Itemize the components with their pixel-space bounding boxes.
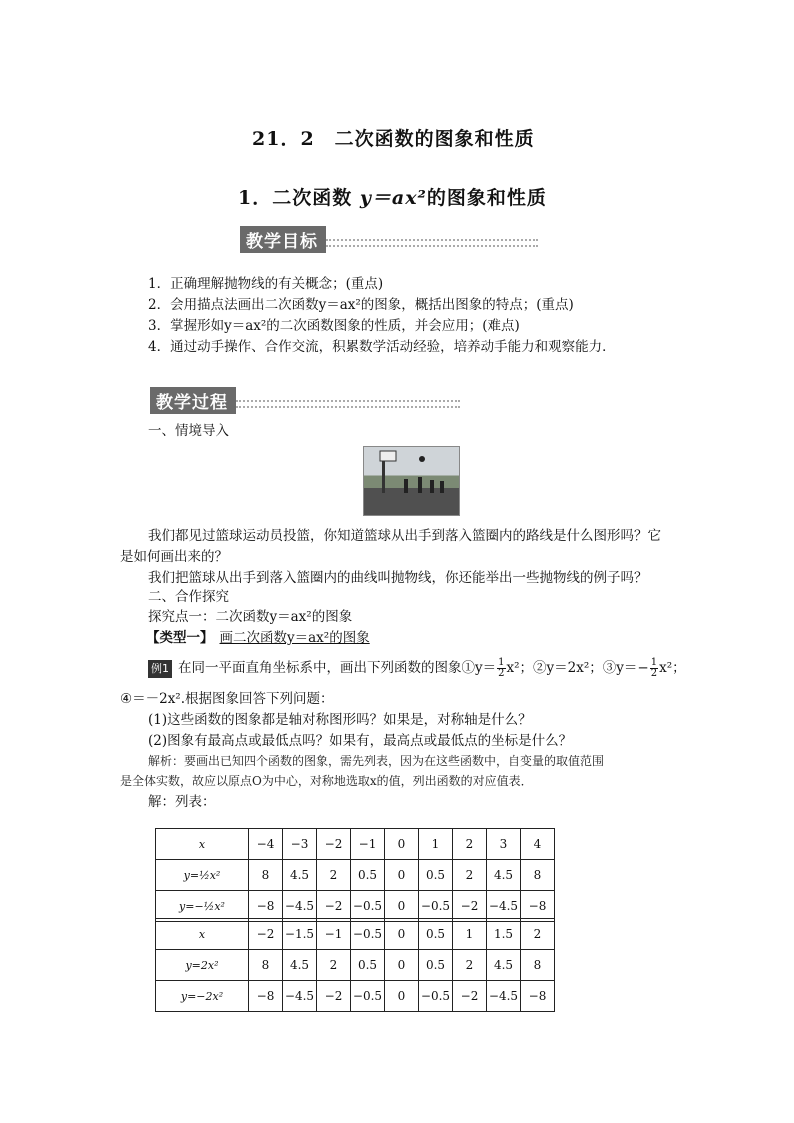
goal-1: 1．正确理解抛物线的有关概念；(重点) [148,276,384,292]
page-title: 21．2 二次函数的图象和性质 [252,128,535,150]
table-cell: 3 [487,829,521,860]
fraction-half-2 [650,658,658,679]
table-cell: 8 [249,860,283,891]
subtitle-suffix: 的图象和性质 [426,187,547,209]
table-cell: −8 [249,891,283,922]
section-subtitle [238,183,547,210]
example-1 [148,658,686,679]
table-row [156,829,555,860]
table-cell: 0 [385,950,419,981]
table-cell: 8 [249,950,283,981]
table-cell: −0.5 [351,919,385,950]
table-cell: 0 [385,919,419,950]
table-row-head: y=−½x² [156,891,249,922]
table-row [156,860,555,891]
table-cell: −4 [249,829,283,860]
table-cell: 2 [453,829,487,860]
subtitle-formula: y＝ax² [359,187,427,209]
table-row-head: x [156,919,249,950]
banner-process [150,387,460,413]
solution-label: 解：列表： [148,794,216,810]
goal-4: 4．通过动手操作、合作交流，积累数学活动经验，培养动手能力和观察能力． [148,339,616,355]
table-cell: −2 [317,891,351,922]
banner-process-dots [236,400,460,408]
banner-goals [240,226,538,252]
table-cell: 0.5 [351,860,385,891]
table-cell: 4.5 [283,950,317,981]
example-badge: 例1 [148,660,172,678]
table-cell: 1 [419,829,453,860]
section-explore-heading: 二、合作探究 [148,589,229,605]
subtitle-prefix: 1．二次函数 [238,187,360,209]
banner-process-label: 教学过程 [150,387,236,414]
table-cell: −2 [453,891,487,922]
section-intro-heading: 一、情境导入 [148,423,229,439]
fraction-num: 1 [498,657,505,668]
table-cell: 0 [385,891,419,922]
table-cell: −2 [249,919,283,950]
value-table-2 [155,918,555,1012]
table-cell: 0 [385,981,419,1012]
table-row-head: y=−2x² [156,981,249,1012]
example-line-2: ④＝－2x².根据图象回答下列问题： [120,691,334,707]
table-cell: −4.5 [283,981,317,1012]
table-row [156,891,555,922]
table-cell: −0.5 [351,981,385,1012]
question-1: (1)这些函数的图象都是轴对称图形吗？如果是，对称轴是什么？ [148,712,532,728]
table-cell: 1 [453,919,487,950]
basketball-scene-icon [364,447,459,515]
type-1-label: 【类型一】 [146,630,214,646]
table-cell: −4.5 [487,891,521,922]
table-cell: −2 [317,829,351,860]
table-cell: −4.5 [283,891,317,922]
basketball-photo [363,446,460,516]
table-cell: 4.5 [487,860,521,891]
table-row-head: y=2x² [156,950,249,981]
intro-paragraph-2: 我们把篮球从出手到落入篮圈内的曲线叫抛物线，你还能举出一些抛物线的例子吗？ [148,570,648,586]
fraction-half-1 [497,658,505,679]
table-cell: −8 [521,981,555,1012]
table-row-head: x [156,829,249,860]
question-2: (2)图象有最高点或最低点吗？如果有，最高点或最低点的坐标是什么？ [148,733,573,749]
table-cell: −8 [249,981,283,1012]
table-cell: 2 [521,919,555,950]
table-cell: 0.5 [351,950,385,981]
table-cell: 0.5 [419,860,453,891]
value-table-1 [155,828,555,922]
fraction-num: 1 [650,657,658,668]
table-cell: −4.5 [487,981,521,1012]
table-cell: −3 [283,829,317,860]
explore-point-1: 探究点一：二次函数y＝ax²的图象 [148,609,353,625]
table-cell: 0 [385,829,419,860]
fraction-den: 2 [650,668,658,679]
table-cell: −1 [317,919,351,950]
banner-goals-dots [326,239,538,247]
table-cell: 0.5 [419,950,453,981]
table-cell: −1.5 [283,919,317,950]
table-cell: −2 [453,981,487,1012]
table-cell: −8 [521,891,555,922]
table-cell: 4 [521,829,555,860]
goal-2: 2．会用描点法画出二次函数y＝ax²的图象，概括出图象的特点；(重点) [148,297,574,313]
table-cell: −1 [351,829,385,860]
table-cell: −2 [317,981,351,1012]
table-cell: 8 [521,860,555,891]
example-func-2: x²；②y＝2x²；③y＝− [506,660,649,676]
analysis-line-2: 是全体实数，故应以原点O为中心，对称地选取x的值，列出函数的对应值表． [120,774,533,788]
table-cell: 0 [385,860,419,891]
table-cell: 4.5 [487,950,521,981]
table-cell: 2 [317,860,351,891]
table-cell: −0.5 [419,981,453,1012]
table-cell: 2 [453,950,487,981]
table-row [156,950,555,981]
fraction-den: 2 [498,668,505,679]
example-func-1: ①y＝ [461,660,497,676]
table-cell: −0.5 [351,891,385,922]
analysis-line-1: 解析：要画出已知四个函数的图象，需先列表，因为在这些函数中，自变量的取值范围 [148,754,605,768]
table-cell: 2 [317,950,351,981]
intro-paragraph-1a: 我们都见过篮球运动员投篮，你知道篮球从出手到落入篮圈内的路线是什么图形吗？它 [148,528,661,544]
table-cell: 1.5 [487,919,521,950]
table-cell: −0.5 [419,891,453,922]
table-row [156,981,555,1012]
example-func-3: x²； [659,660,686,676]
table-cell: 0.5 [419,919,453,950]
table-cell: 8 [521,950,555,981]
type-1-heading [146,629,370,647]
intro-paragraph-1b: 是如何画出来的？ [120,549,228,565]
table-row [156,919,555,950]
type-1-text: 画二次函数y＝ax²的图象 [219,630,370,646]
goal-3: 3．掌握形如y＝ax²的二次函数图象的性质，并会应用；(难点) [148,318,520,334]
example-text: 在同一平面直角坐标系中，画出下列函数的图象 [178,660,462,676]
table-cell: 2 [453,860,487,891]
table-cell: 4.5 [283,860,317,891]
banner-goals-label: 教学目标 [240,226,326,253]
table-row-head: y=½x² [156,860,249,891]
